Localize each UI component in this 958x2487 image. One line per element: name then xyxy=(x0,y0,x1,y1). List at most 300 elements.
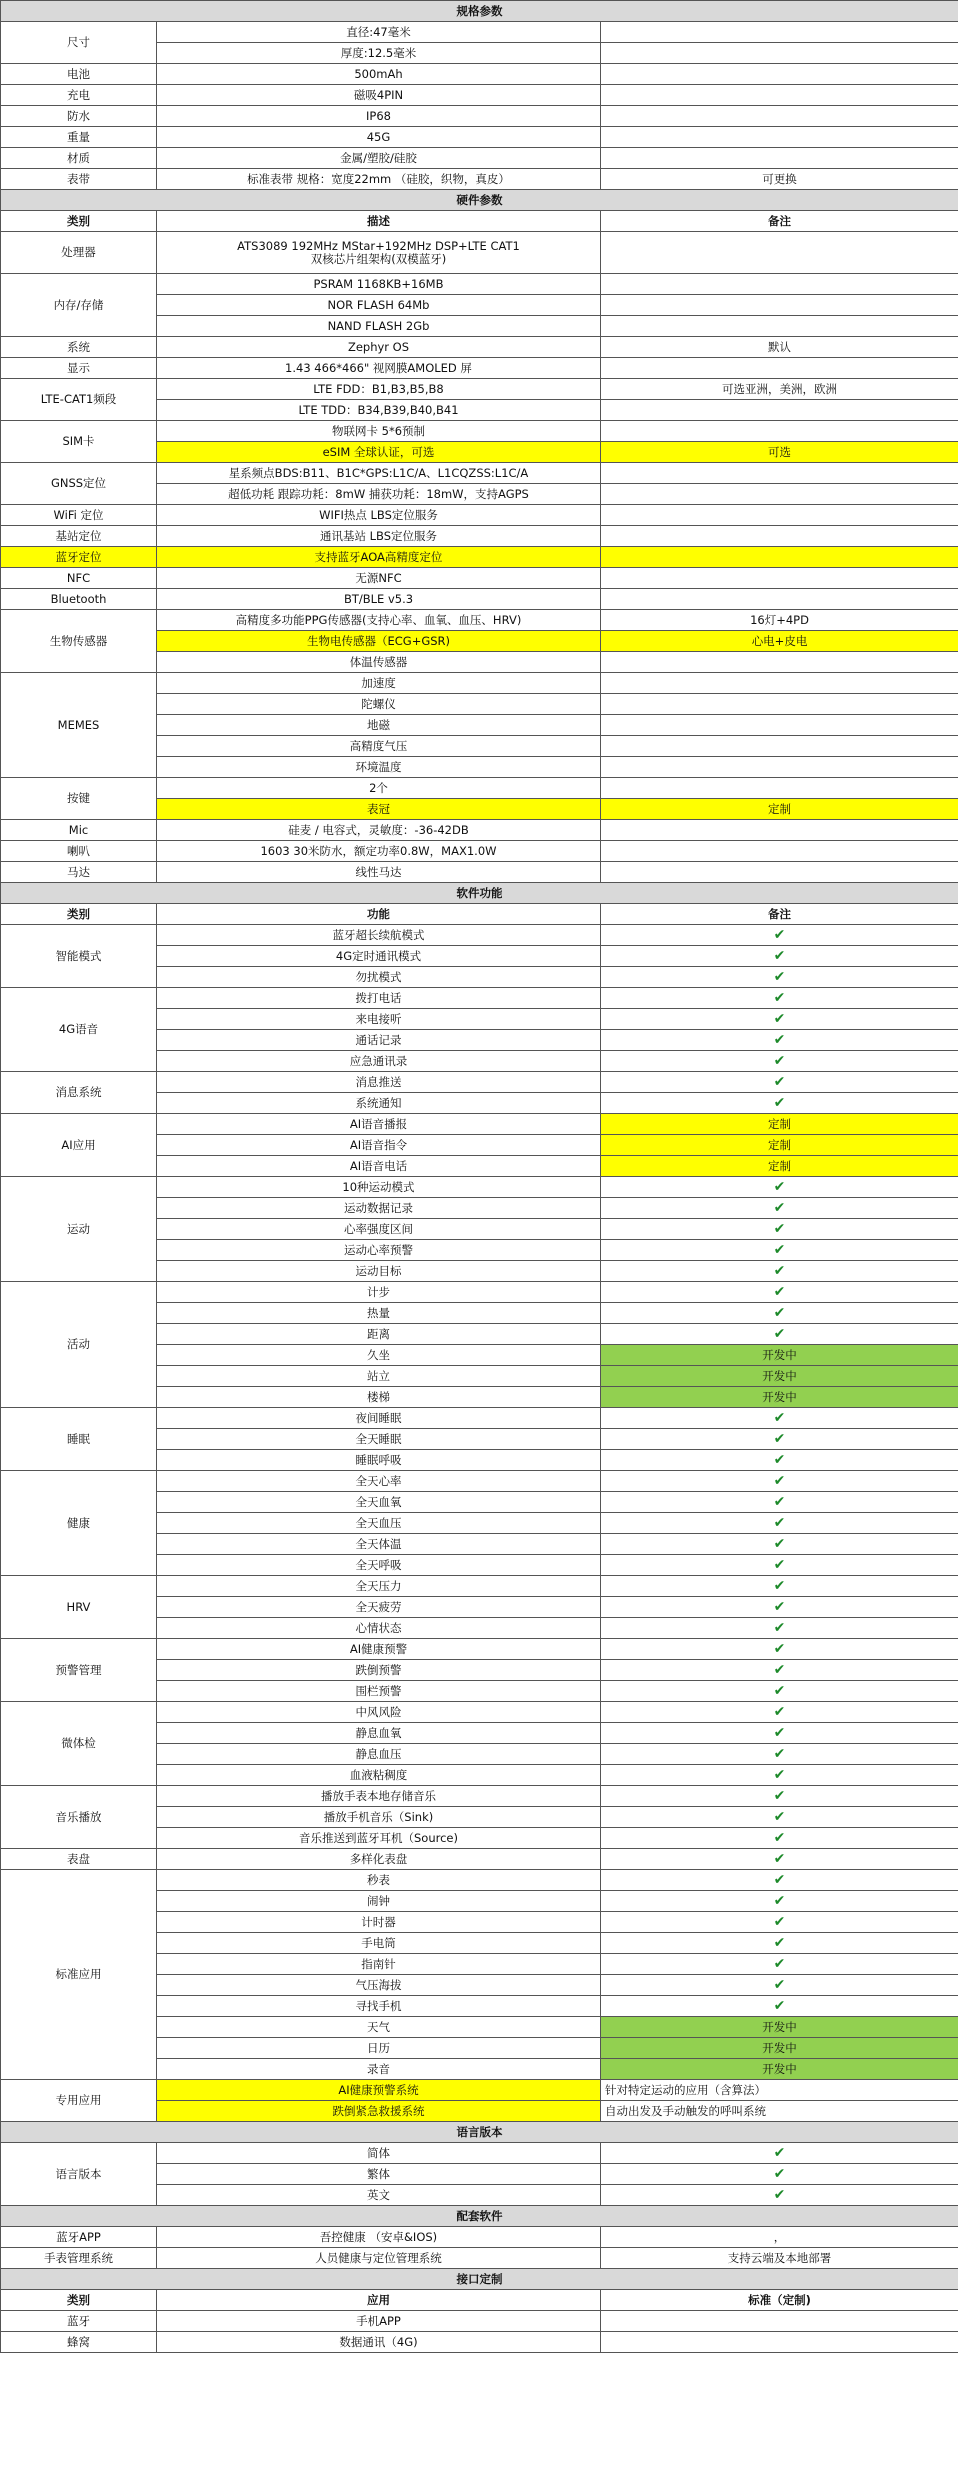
category-cell: 内存/存储 xyxy=(1,274,157,337)
check-icon: ✔ xyxy=(773,1073,786,1090)
check-icon: ✔ xyxy=(773,1535,786,1552)
table-row xyxy=(1,2143,958,2164)
description-cell: 秒表 xyxy=(157,1870,601,1891)
description-cell: 运动心率预警 xyxy=(157,1240,601,1261)
column-header: 类别 xyxy=(1,211,157,232)
table-row xyxy=(1,526,958,547)
category-cell: 蜂窝 xyxy=(1,2332,157,2353)
table-row xyxy=(1,1786,958,1807)
description-cell: 跌倒紧急救援系统 xyxy=(157,2101,601,2122)
category-cell: 微体检 xyxy=(1,1702,157,1786)
description-cell: 标准表带 规格：宽度22mm （硅胶，织物，真皮） xyxy=(157,169,601,190)
table-row xyxy=(1,64,958,85)
check-icon: ✔ xyxy=(773,1178,786,1195)
note-cell xyxy=(601,463,958,484)
note-cell xyxy=(601,106,958,127)
check-icon: ✔ xyxy=(773,1934,786,1951)
note-cell xyxy=(601,1471,958,1492)
description-cell: 距离 xyxy=(157,1324,601,1345)
note-cell xyxy=(601,1849,958,1870)
note-cell xyxy=(601,736,958,757)
note-cell: 开发中 xyxy=(601,2059,958,2080)
note-cell: 开发中 xyxy=(601,2038,958,2059)
note-cell xyxy=(601,505,958,526)
category-cell: Bluetooth xyxy=(1,589,157,610)
category-cell: AI应用 xyxy=(1,1114,157,1177)
note-cell xyxy=(601,925,958,946)
description-cell: 手电筒 xyxy=(157,1933,601,1954)
table-row xyxy=(1,463,958,484)
note-cell xyxy=(601,715,958,736)
note-cell xyxy=(601,1240,958,1261)
description-cell: 通话记录 xyxy=(157,1030,601,1051)
note-cell xyxy=(601,967,958,988)
note-cell xyxy=(601,148,958,169)
note-cell xyxy=(601,547,958,568)
note-cell xyxy=(601,1786,958,1807)
note-cell xyxy=(601,1429,958,1450)
table-row xyxy=(1,274,958,295)
table-row xyxy=(1,1408,958,1429)
check-icon: ✔ xyxy=(773,1724,786,1741)
table-row xyxy=(1,610,958,631)
table-row xyxy=(1,169,958,190)
note-cell xyxy=(601,2164,958,2185)
description-cell: 夜间睡眠 xyxy=(157,1408,601,1429)
check-icon: ✔ xyxy=(773,2165,786,2182)
note-cell: 开发中 xyxy=(601,2017,958,2038)
category-cell: 基站定位 xyxy=(1,526,157,547)
check-icon: ✔ xyxy=(773,968,786,985)
description-cell: 播放手机音乐（Sink) xyxy=(157,1807,601,1828)
table-row xyxy=(1,85,958,106)
description-cell: 线性马达 xyxy=(157,862,601,883)
description-cell: 通讯基站 LBS定位服务 xyxy=(157,526,601,547)
note-cell xyxy=(601,1009,958,1030)
description-cell: 音乐推送到蓝牙耳机（Source) xyxy=(157,1828,601,1849)
category-cell: 马达 xyxy=(1,862,157,883)
note-cell: 定制 xyxy=(601,1156,958,1177)
description-cell: AI健康预警 xyxy=(157,1639,601,1660)
table-row xyxy=(1,358,958,379)
check-icon: ✔ xyxy=(773,989,786,1006)
table-row xyxy=(1,421,958,442)
description-cell: AI语音指令 xyxy=(157,1135,601,1156)
description-cell: 直径:47毫米 xyxy=(157,22,601,43)
check-icon: ✔ xyxy=(773,1472,786,1489)
check-icon: ✔ xyxy=(773,1976,786,1993)
note-cell xyxy=(601,526,958,547)
note-cell xyxy=(601,1723,958,1744)
category-cell: 喇叭 xyxy=(1,841,157,862)
note-cell xyxy=(601,1282,958,1303)
category-cell: 智能模式 xyxy=(1,925,157,988)
description-cell: 睡眠呼吸 xyxy=(157,1450,601,1471)
note-cell xyxy=(601,1618,958,1639)
description-cell: 寻找手机 xyxy=(157,1996,601,2017)
description-cell: 高精度多功能PPG传感器(支持心率、血氧、血压、HRV) xyxy=(157,610,601,631)
note-cell xyxy=(601,400,958,421)
description-cell: 拨打电话 xyxy=(157,988,601,1009)
note-cell: 可更换 xyxy=(601,169,958,190)
note-cell: 定制 xyxy=(601,1114,958,1135)
description-cell: 45G xyxy=(157,127,601,148)
description-cell: 环境温度 xyxy=(157,757,601,778)
section-title: 软件功能 xyxy=(1,883,958,904)
description-cell: 厚度:12.5毫米 xyxy=(157,43,601,64)
description-cell: 简体 xyxy=(157,2143,601,2164)
header-row xyxy=(1,904,958,925)
note-cell: 默认 xyxy=(601,337,958,358)
description-cell: 全天心率 xyxy=(157,1471,601,1492)
note-cell xyxy=(601,1219,958,1240)
note-cell xyxy=(601,1597,958,1618)
note-cell xyxy=(601,757,958,778)
description-cell: 中风风险 xyxy=(157,1702,601,1723)
description-cell: 全天血压 xyxy=(157,1513,601,1534)
check-icon: ✔ xyxy=(773,1493,786,1510)
note-cell xyxy=(601,1975,958,1996)
table-row xyxy=(1,1576,958,1597)
description-cell: NOR FLASH 64Mb xyxy=(157,295,601,316)
description-cell: 全天压力 xyxy=(157,1576,601,1597)
check-icon: ✔ xyxy=(773,1850,786,1867)
section-title-row xyxy=(1,2122,958,2143)
check-icon: ✔ xyxy=(773,2186,786,2203)
description-cell: 指南针 xyxy=(157,1954,601,1975)
note-cell: 针对特定运动的应用（含算法） xyxy=(601,2080,958,2101)
category-cell: 生物传感器 xyxy=(1,610,157,673)
note-cell xyxy=(601,1177,958,1198)
category-cell: 语言版本 xyxy=(1,2143,157,2206)
category-cell: SIM卡 xyxy=(1,421,157,463)
description-cell: 地磁 xyxy=(157,715,601,736)
description-cell: 心率强度区间 xyxy=(157,1219,601,1240)
table-row xyxy=(1,1177,958,1198)
check-icon: ✔ xyxy=(773,1241,786,1258)
check-icon: ✔ xyxy=(773,1220,786,1237)
description-cell: 勿扰模式 xyxy=(157,967,601,988)
table-row xyxy=(1,106,958,127)
description-cell: 500mAh xyxy=(157,64,601,85)
category-cell: 尺寸 xyxy=(1,22,157,64)
table-row xyxy=(1,2248,958,2269)
description-cell: 陀螺仪 xyxy=(157,694,601,715)
check-icon: ✔ xyxy=(773,1094,786,1111)
check-icon: ✔ xyxy=(773,926,786,943)
description-cell: 4G定时通讯模式 xyxy=(157,946,601,967)
section-title-row xyxy=(1,2206,958,2227)
note-cell: 开发中 xyxy=(601,1345,958,1366)
header-row xyxy=(1,211,958,232)
description-cell: 金属/塑胶/硅胶 xyxy=(157,148,601,169)
description-cell: 运动目标 xyxy=(157,1261,601,1282)
table-row xyxy=(1,2311,958,2332)
note-cell: 可选亚洲，美洲，欧洲 xyxy=(601,379,958,400)
description-cell: 数据通讯（4G) xyxy=(157,2332,601,2353)
description-cell: 楼梯 xyxy=(157,1387,601,1408)
category-cell: NFC xyxy=(1,568,157,589)
note-cell xyxy=(601,1555,958,1576)
note-cell xyxy=(601,820,958,841)
note-cell xyxy=(601,1198,958,1219)
category-cell: WiFi 定位 xyxy=(1,505,157,526)
category-cell: 运动 xyxy=(1,1177,157,1282)
note-cell xyxy=(601,1492,958,1513)
note-cell xyxy=(601,1030,958,1051)
note-cell xyxy=(601,43,958,64)
table-row xyxy=(1,547,958,568)
description-cell: IP68 xyxy=(157,106,601,127)
table-row xyxy=(1,2227,958,2248)
description-cell: 1.43 466*466" 视网膜AMOLED 屏 xyxy=(157,358,601,379)
table-row xyxy=(1,589,958,610)
table-row xyxy=(1,1072,958,1093)
description-cell: 天气 xyxy=(157,2017,601,2038)
note-cell: 开发中 xyxy=(601,1366,958,1387)
description-cell: 闹钟 xyxy=(157,1891,601,1912)
description-cell: 日历 xyxy=(157,2038,601,2059)
table-row xyxy=(1,337,958,358)
note-cell: 心电+皮电 xyxy=(601,631,958,652)
description-cell: 跌倒预警 xyxy=(157,1660,601,1681)
description-cell: 多样化表盘 xyxy=(157,1849,601,1870)
description-cell: 物联网卡 5*6预制 xyxy=(157,421,601,442)
note-cell xyxy=(601,862,958,883)
category-cell: 表带 xyxy=(1,169,157,190)
check-icon: ✔ xyxy=(773,1997,786,2014)
check-icon: ✔ xyxy=(773,1703,786,1720)
note-cell xyxy=(601,1303,958,1324)
description-cell: 蓝牙超长续航模式 xyxy=(157,925,601,946)
note-cell xyxy=(601,1576,958,1597)
category-cell: 活动 xyxy=(1,1282,157,1408)
check-icon: ✔ xyxy=(773,1556,786,1573)
note-cell xyxy=(601,274,958,295)
description-cell: 繁体 xyxy=(157,2164,601,2185)
table-row xyxy=(1,1849,958,1870)
table-row xyxy=(1,568,958,589)
table-row xyxy=(1,1639,958,1660)
description-cell: AI健康预警系统 xyxy=(157,2080,601,2101)
check-icon: ✔ xyxy=(773,1052,786,1069)
note-cell xyxy=(601,295,958,316)
note-cell xyxy=(601,484,958,505)
table-row xyxy=(1,862,958,883)
column-header: 类别 xyxy=(1,2290,157,2311)
note-cell xyxy=(601,1933,958,1954)
description-cell: 支持蓝牙AOA高精度定位 xyxy=(157,547,601,568)
category-cell: 健康 xyxy=(1,1471,157,1576)
category-cell: 处理器 xyxy=(1,232,157,274)
description-cell: eSIM 全球认证，可选 xyxy=(157,442,601,463)
description-cell: WIFI热点 LBS定位服务 xyxy=(157,505,601,526)
column-header: 应用 xyxy=(157,2290,601,2311)
description-cell: Zephyr OS xyxy=(157,337,601,358)
table-row xyxy=(1,1870,958,1891)
spec-sheet-body xyxy=(1,1,958,2353)
header-row xyxy=(1,2290,958,2311)
category-cell: 表盘 xyxy=(1,1849,157,1870)
check-icon: ✔ xyxy=(773,1010,786,1027)
note-cell: 自动出发及手动触发的呼叫系统 xyxy=(601,2101,958,2122)
check-icon: ✔ xyxy=(773,1031,786,1048)
column-header: 类别 xyxy=(1,904,157,925)
note-cell xyxy=(601,1408,958,1429)
note-cell xyxy=(601,2185,958,2206)
note-cell xyxy=(601,1891,958,1912)
category-cell: 睡眠 xyxy=(1,1408,157,1471)
note-cell xyxy=(601,1324,958,1345)
description-cell: NAND FLASH 2Gb xyxy=(157,316,601,337)
description-cell: PSRAM 1168KB+16MB xyxy=(157,274,601,295)
description-cell: 表冠 xyxy=(157,799,601,820)
description-cell: 静息血氧 xyxy=(157,1723,601,1744)
note-cell xyxy=(601,694,958,715)
column-header: 描述 xyxy=(157,211,601,232)
note-cell xyxy=(601,1681,958,1702)
description-cell: 高精度气压 xyxy=(157,736,601,757)
description-cell: 热量 xyxy=(157,1303,601,1324)
note-cell xyxy=(601,673,958,694)
description-cell: AI语音电话 xyxy=(157,1156,601,1177)
description-cell: 磁吸4PIN xyxy=(157,85,601,106)
note-cell: 16灯+4PD xyxy=(601,610,958,631)
table-row xyxy=(1,2332,958,2353)
category-cell: 标准应用 xyxy=(1,1870,157,2080)
category-cell: HRV xyxy=(1,1576,157,1639)
section-title: 规格参数 xyxy=(1,1,958,22)
category-cell: 蓝牙APP xyxy=(1,2227,157,2248)
note-cell xyxy=(601,568,958,589)
table-row xyxy=(1,1702,958,1723)
note-cell xyxy=(601,1702,958,1723)
category-cell: 防水 xyxy=(1,106,157,127)
category-cell: 4G语音 xyxy=(1,988,157,1072)
check-icon: ✔ xyxy=(773,1304,786,1321)
category-cell: 蓝牙定位 xyxy=(1,547,157,568)
section-title-row xyxy=(1,1,958,22)
category-cell: 消息系统 xyxy=(1,1072,157,1114)
check-icon: ✔ xyxy=(773,1262,786,1279)
table-row xyxy=(1,379,958,400)
table-row xyxy=(1,1114,958,1135)
note-cell xyxy=(601,1450,958,1471)
description-cell: 计步 xyxy=(157,1282,601,1303)
category-cell: LTE-CAT1频段 xyxy=(1,379,157,421)
description-cell: 无源NFC xyxy=(157,568,601,589)
description-cell: 围栏预警 xyxy=(157,1681,601,1702)
note-cell xyxy=(601,1912,958,1933)
description-cell: 手机APP xyxy=(157,2311,601,2332)
check-icon: ✔ xyxy=(773,1409,786,1426)
description-cell: 全天体温 xyxy=(157,1534,601,1555)
check-icon: ✔ xyxy=(773,2144,786,2161)
check-icon: ✔ xyxy=(773,1640,786,1657)
note-cell xyxy=(601,988,958,1009)
check-icon: ✔ xyxy=(773,1682,786,1699)
category-cell: Mic xyxy=(1,820,157,841)
column-header: 功能 xyxy=(157,904,601,925)
category-cell: 专用应用 xyxy=(1,2080,157,2122)
description-cell: 计时器 xyxy=(157,1912,601,1933)
note-cell xyxy=(601,1870,958,1891)
description-cell: 10种运动模式 xyxy=(157,1177,601,1198)
description-cell: 人员健康与定位管理系统 xyxy=(157,2248,601,2269)
note-cell xyxy=(601,127,958,148)
check-icon: ✔ xyxy=(773,1955,786,1972)
check-icon: ✔ xyxy=(773,1514,786,1531)
check-icon: ✔ xyxy=(773,1787,786,1804)
check-icon: ✔ xyxy=(773,1913,786,1930)
category-cell: 系统 xyxy=(1,337,157,358)
note-cell xyxy=(601,841,958,862)
note-cell xyxy=(601,1996,958,2017)
note-cell xyxy=(601,946,958,967)
category-cell: 充电 xyxy=(1,85,157,106)
check-icon: ✔ xyxy=(773,1745,786,1762)
table-row xyxy=(1,925,958,946)
check-icon: ✔ xyxy=(773,1598,786,1615)
description-cell: 2个 xyxy=(157,778,601,799)
note-cell xyxy=(601,1513,958,1534)
check-icon: ✔ xyxy=(773,1661,786,1678)
check-icon: ✔ xyxy=(773,1451,786,1468)
note-cell xyxy=(601,85,958,106)
table-row xyxy=(1,1471,958,1492)
category-cell: 蓝牙 xyxy=(1,2311,157,2332)
description-cell: 英文 xyxy=(157,2185,601,2206)
section-title-row xyxy=(1,190,958,211)
description-cell: 运动数据记录 xyxy=(157,1198,601,1219)
category-cell: 电池 xyxy=(1,64,157,85)
description-cell: 录音 xyxy=(157,2059,601,2080)
description-cell: 全天疲劳 xyxy=(157,1597,601,1618)
description-cell: 消息推送 xyxy=(157,1072,601,1093)
description-cell: 生物电传感器（ECG+GSR) xyxy=(157,631,601,652)
category-cell: 预警管理 xyxy=(1,1639,157,1702)
note-cell: 开发中 xyxy=(601,1387,958,1408)
description-cell: 全天血氧 xyxy=(157,1492,601,1513)
check-icon: ✔ xyxy=(773,1766,786,1783)
section-title: 硬件参数 xyxy=(1,190,958,211)
note-cell: 支持云端及本地部署 xyxy=(601,2248,958,2269)
description-cell: LTE FDD：B1,B3,B5,B8 xyxy=(157,379,601,400)
section-title: 接口定制 xyxy=(1,2269,958,2290)
note-cell xyxy=(601,1072,958,1093)
table-row xyxy=(1,22,958,43)
table-row xyxy=(1,778,958,799)
description-cell: 全天呼吸 xyxy=(157,1555,601,1576)
check-icon: ✔ xyxy=(773,1199,786,1216)
note-cell xyxy=(601,2143,958,2164)
note-cell xyxy=(601,421,958,442)
description-cell: 加速度 xyxy=(157,673,601,694)
check-icon: ✔ xyxy=(773,1892,786,1909)
check-icon: ✔ xyxy=(773,1577,786,1594)
note-cell xyxy=(601,2311,958,2332)
category-cell: GNSS定位 xyxy=(1,463,157,505)
description-cell: LTE TDD：B34,B39,B40,B41 xyxy=(157,400,601,421)
section-title: 配套软件 xyxy=(1,2206,958,2227)
check-icon: ✔ xyxy=(773,1283,786,1300)
description-cell: ATS3089 192MHz MStar+192MHz DSP+LTE CAT1 双核芯片组架构(双模蓝牙) xyxy=(157,232,601,274)
table-row xyxy=(1,2080,958,2101)
description-cell: 1603 30米防水，额定功率0.8W，MAX1.0W xyxy=(157,841,601,862)
category-cell: 重量 xyxy=(1,127,157,148)
description-cell: 体温传感器 xyxy=(157,652,601,673)
table-row xyxy=(1,505,958,526)
